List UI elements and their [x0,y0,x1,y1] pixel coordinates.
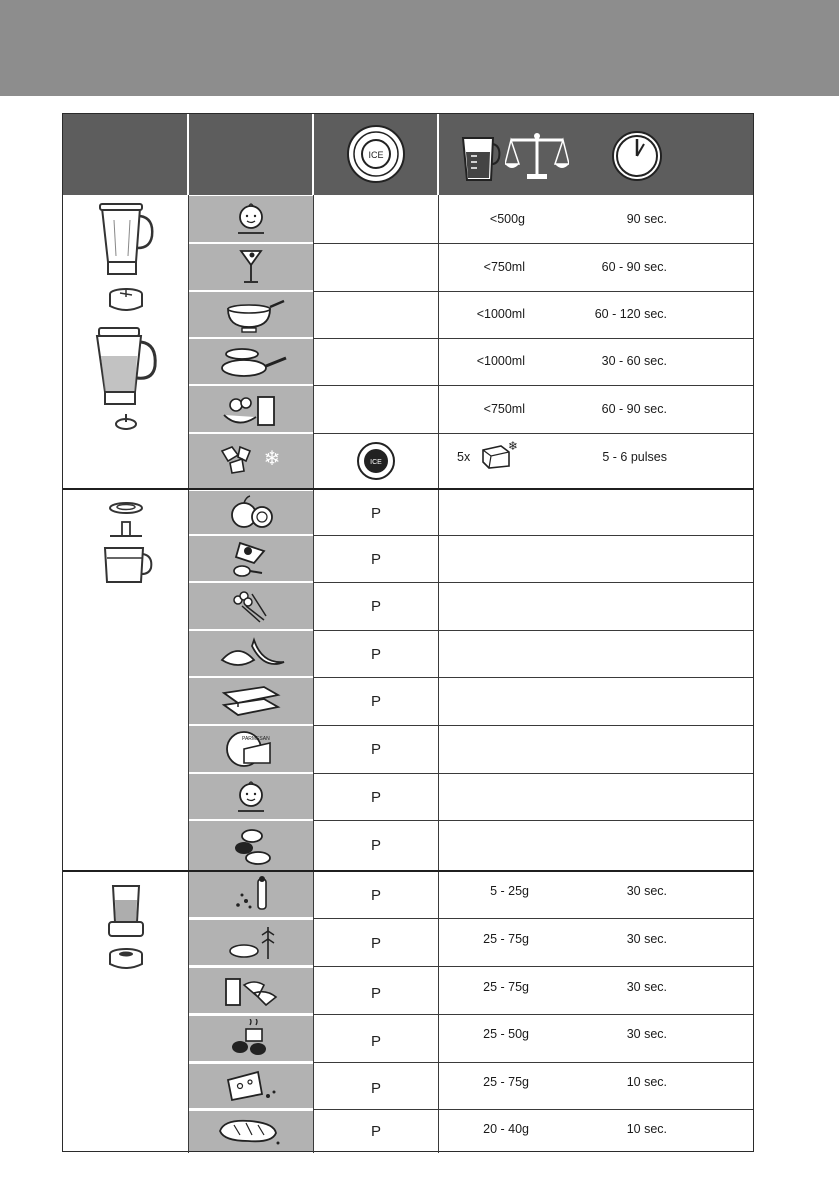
pulse-mode: P [370,598,381,615]
svg-text:ICE: ICE [370,459,382,466]
appliance-mill [63,882,189,1002]
coffee-beans-icon [214,1019,288,1059]
food-icon-cell [189,872,313,917]
pancake-pan-icon [214,342,288,382]
meat-icon [214,539,288,579]
blade-small-icon [112,412,140,432]
time-value: 10 sec. [626,1075,667,1089]
ice-cube-count: 5x [457,450,471,464]
header-quantity-time-cell [439,114,753,195]
pulse-mode: P [370,788,381,806]
food-icon-cell [189,1016,313,1061]
onion-icon [214,493,288,533]
food-icon-cell [189,631,313,676]
ice-button-icon [356,441,396,481]
time-value: 10 sec. [626,1122,667,1136]
row-separator [313,433,753,434]
table-header [63,114,753,195]
row-separator [313,243,753,244]
quantity-value: <500g [489,212,525,226]
mill-jar-icon [103,882,149,940]
time-value: 30 - 60 sec. [601,354,667,368]
pulse-mode: P [370,1122,381,1140]
quantity-value: 25 - 75g [483,1075,529,1089]
ice-button-icon [346,124,406,184]
time-value: 90 sec. [626,212,667,226]
time-value: 60 - 90 sec. [601,260,667,274]
time-value: 60 - 120 sec. [594,307,667,321]
pulse-mode: P [370,550,381,568]
measuring-cup-icon [459,132,503,184]
svg-text:❄: ❄ [263,446,281,470]
melon-banana-icon [214,634,288,674]
food-icon-cell [189,968,313,1013]
chopper-lid-icon [106,500,146,516]
appliance-chopper [63,500,189,600]
food-icon-cell [189,1111,313,1151]
clock-icon [611,130,663,182]
food-icon-cell [189,774,313,819]
herbs-icon [214,586,288,626]
ice-cube-icon [479,440,519,470]
time-value: 60 - 90 sec. [601,402,667,416]
pulse-mode: P [370,741,381,758]
pulse-mode: P [370,985,381,1002]
quantity-value: 25 - 75g [483,932,529,946]
pulse-mode: P [370,693,381,710]
quantity-value: <1000ml [476,354,525,368]
time-value: 5 - 6 pulses [602,450,667,464]
quantity-value: 5 - 25g [490,884,529,898]
header-mode-cell [314,114,439,195]
chocolate-bar-icon [214,681,288,721]
food-icon-cell [189,678,313,724]
nuts-icon [214,826,288,866]
quantity-value: 20 - 40g [483,1122,529,1136]
food-icon-cell [189,244,313,290]
quantity-value: 25 - 75g [483,980,529,994]
food-icon-cell [189,821,313,870]
svg-text:❄: ❄ [507,440,519,453]
row-separator [313,385,753,386]
parmesan-cheese-icon [214,729,288,769]
quantity-value: <750ml [483,402,525,416]
fruit-yogurt-icon [214,971,288,1011]
usage-table [62,113,754,1152]
svg-text:PARMESAN: PARMESAN [242,736,270,742]
baby-food-icon [214,199,288,239]
pulse-mode: P [370,886,381,904]
header-food-cell [189,114,314,195]
grain-icon [214,923,288,963]
food-icon-cell [189,434,313,488]
svg-text:ICE: ICE [368,150,384,160]
pulse-mode: P [370,1080,381,1097]
row-separator [313,338,753,339]
header-appliance-cell [63,114,189,195]
food-icon-cell [189,536,313,581]
top-banner [0,0,839,96]
blender-jar-large-icon [91,326,161,410]
food-icon-cell [189,1064,313,1108]
bread-crumbs-icon [214,1111,288,1151]
cheese-crumbs-icon [214,1066,288,1106]
food-icon-cell [189,386,313,432]
pulse-mode: P [370,837,381,854]
mill-base-icon [106,946,146,972]
food-icon-cell [189,726,313,772]
row-separator [313,918,753,919]
food-icon-cell [189,920,313,965]
time-value: 30 sec. [626,1027,667,1041]
scale-icon [505,130,569,182]
quantity-value: <750ml [483,260,525,274]
soup-tureen-icon [214,295,288,335]
baby-food-icon [214,777,288,817]
fruit-shake-icon [214,389,288,429]
food-icon-cell [189,339,313,384]
blade-unit-icon [106,286,146,312]
quantity-value: <1000ml [476,307,525,321]
pulse-mode: P [370,1033,381,1050]
food-icon-cell [189,583,313,629]
pulse-mode: P [370,645,381,663]
time-value: 30 sec. [626,884,667,898]
food-icon-cell [189,196,313,242]
food-icon-cell [189,491,313,534]
pulse-mode: P [370,935,381,952]
pepper-mill-icon [214,875,288,915]
pulse-mode: P [370,504,381,522]
row-separator [313,291,753,292]
appliance-blender [63,200,189,490]
time-value: 30 sec. [626,932,667,946]
cocktail-icon [214,247,288,287]
food-icon-cell [189,292,313,337]
quantity-value: 25 - 50g [483,1027,529,1041]
chopper-blade-icon [106,520,146,542]
ice-crush-icon [214,441,288,481]
time-value: 30 sec. [626,980,667,994]
blender-jar-icon [94,200,158,280]
chopper-bowl-icon [99,544,153,588]
group-separator [63,488,753,490]
